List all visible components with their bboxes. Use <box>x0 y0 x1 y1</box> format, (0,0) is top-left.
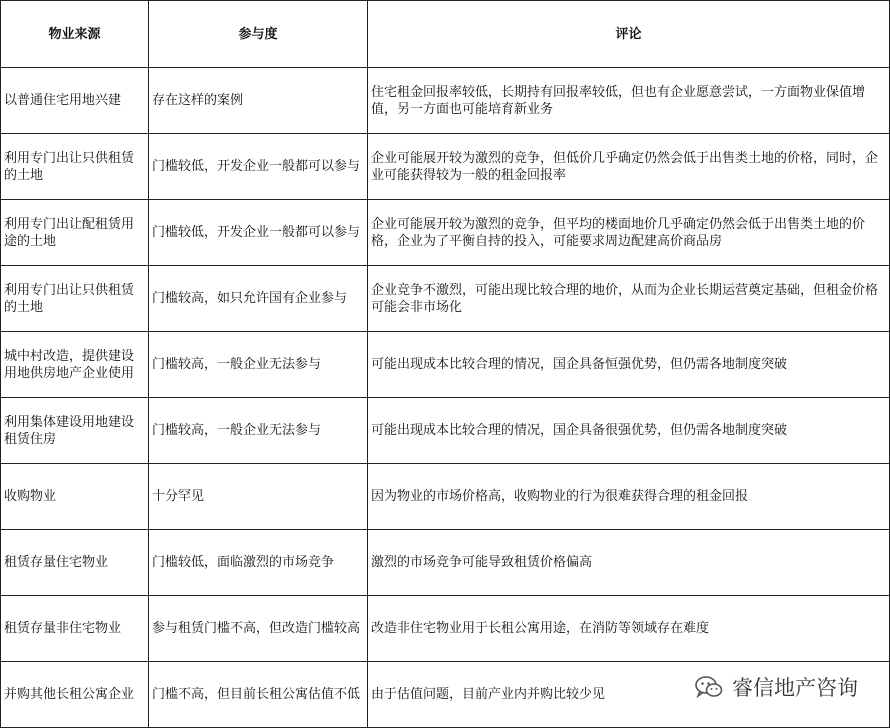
cell-participation: 门槛较低，开发企业一般都可以参与 <box>149 134 368 200</box>
cell-participation: 十分罕见 <box>149 464 368 530</box>
table-row <box>1 266 890 332</box>
table-row <box>1 68 890 134</box>
table-row <box>1 464 890 530</box>
table-row <box>1 134 890 200</box>
cell-comment: 企业可能展开较为激烈的竞争，但平均的楼面地价几乎确定仍然会低于出售类土地的价格，企业为了平衡自持的投入，可能要求周边配建高价商品房 <box>368 200 890 266</box>
cell-comment: 激烈的市场竞争可能导致租赁价格偏高 <box>368 530 890 596</box>
cell-participation: 门槛较低，开发企业一般都可以参与 <box>149 200 368 266</box>
cell-comment: 企业竞争不激烈，可能出现比较合理的地价，从而为企业长期运营奠定基础，但租金价格可能会非市场化 <box>368 266 890 332</box>
cell-comment: 住宅租金回报率较低，长期持有回报率较低，但也有企业愿意尝试，一方面物业保值增值，另一方面也可能培育新业务 <box>368 68 890 134</box>
cell-comment: 由于估值问题，目前产业内并购比较少见 <box>368 662 890 728</box>
table-row <box>1 332 890 398</box>
watermark <box>690 670 862 704</box>
cell-participation: 门槛较低，面临激烈的市场竞争 <box>149 530 368 596</box>
cell-source: 利用集体建设用地建设租赁住房 <box>1 398 149 464</box>
header-comment: 评论 <box>368 1 890 68</box>
header-property-source: 物业来源 <box>1 1 149 68</box>
cell-comment: 因为物业的市场价格高，收购物业的行为很难获得合理的租金回报 <box>368 464 890 530</box>
table-row <box>1 200 890 266</box>
cell-comment: 企业可能展开较为激烈的竞争，但低价几乎确定仍然会低于出售类土地的价格，同时，企业可能获得较为一般的租金回报率 <box>368 134 890 200</box>
cell-participation: 存在这样的案例 <box>149 68 368 134</box>
cell-source: 并购其他长租公寓企业 <box>1 662 149 728</box>
cell-comment: 改造非住宅物业用于长租公寓用途，在消防等领域存在难度 <box>368 596 890 662</box>
cell-participation: 门槛不高，但目前长租公寓估值不低 <box>149 662 368 728</box>
cell-source: 利用专门出让只供租赁的土地 <box>1 266 149 332</box>
cell-source: 租赁存量住宅物业 <box>1 530 149 596</box>
cell-source: 以普通住宅用地兴建 <box>1 68 149 134</box>
header-participation: 参与度 <box>149 1 368 68</box>
table-row <box>1 530 890 596</box>
cell-comment: 可能出现成本比较合理的情况，国企具备很强优势，但仍需各地制度突破 <box>368 398 890 464</box>
cell-participation: 门槛较高，一般企业无法参与 <box>149 398 368 464</box>
watermark-text: 睿信地产咨询 <box>732 676 858 700</box>
cell-source: 城中村改造，提供建设用地供房地产企业使用 <box>1 332 149 398</box>
cell-source: 利用专门出让配租赁用途的土地 <box>1 200 149 266</box>
cell-source: 收购物业 <box>1 464 149 530</box>
table-row <box>1 596 890 662</box>
cell-comment: 可能出现成本比较合理的情况，国企具备恒强优势，但仍需各地制度突破 <box>368 332 890 398</box>
cell-source: 租赁存量非住宅物业 <box>1 596 149 662</box>
wechat-icon <box>694 674 724 700</box>
cell-source: 利用专门出让只供租赁的土地 <box>1 134 149 200</box>
cell-participation: 门槛较高，一般企业无法参与 <box>149 332 368 398</box>
table-row <box>1 398 890 464</box>
cell-participation: 参与租赁门槛不高，但改造门槛较高 <box>149 596 368 662</box>
cell-participation: 门槛较高，如只允许国有企业参与 <box>149 266 368 332</box>
table-header-row <box>1 1 890 68</box>
